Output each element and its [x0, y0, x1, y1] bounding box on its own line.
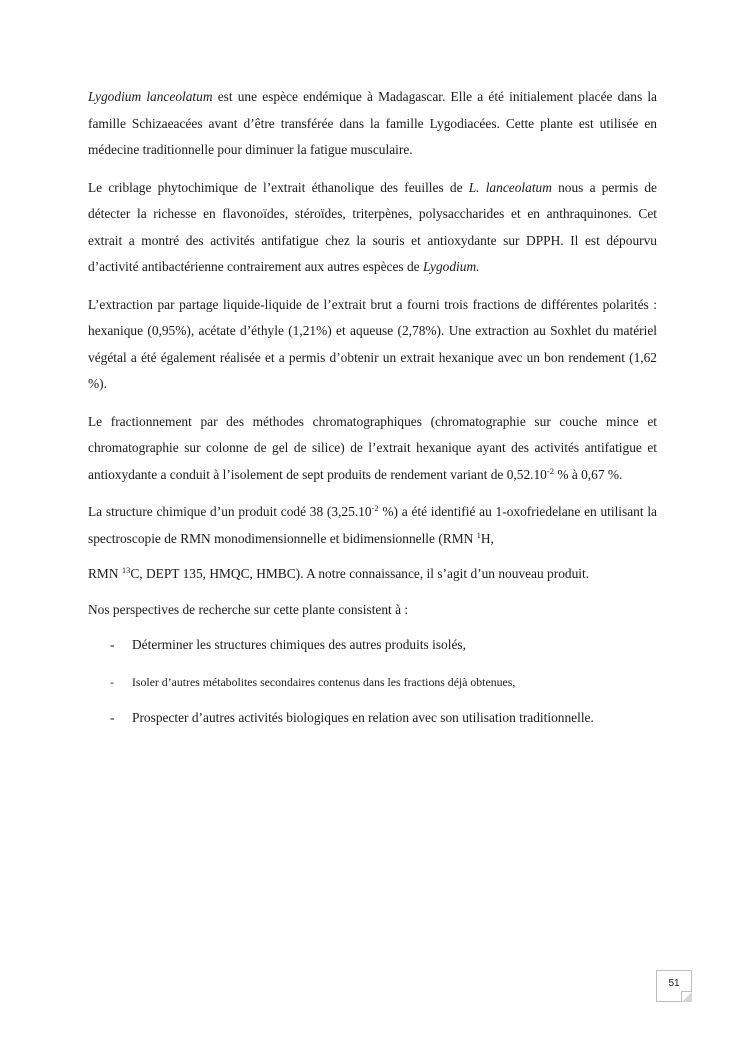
paragraph-text: Le criblage phytochimique de l’extrait éthanolique des feuilles de [88, 179, 469, 195]
species-name: Lygodium lanceolatum [88, 89, 213, 104]
list-item-text: Prospecter d’autres activités biologiques en relation avec son utilisation traditionnelle. [132, 710, 594, 725]
document-body [88, 84, 657, 742]
isotope-superscript: 1 [476, 529, 481, 540]
list-item [88, 669, 657, 696]
paragraph-text: %) a été identifié au 1-oxofriedelane en utilisant la spectroscopie de RMN monodimensionnelle et bidimensionnelle (RMN [88, 504, 658, 546]
bullet-dash: - [110, 637, 115, 652]
paragraph-text: C, DEPT 135, HMQC, HMBC). A notre connaissance, il s’agit d’un nouveau produit. [130, 566, 590, 581]
page-fold-corner-icon [681, 991, 692, 1002]
paragraph-introduction [88, 84, 657, 164]
list-item [88, 705, 657, 732]
paragraph-text: Le fractionnement par des méthodes chromatographiques (chromatographie sur couche mince et chromatographie sur colonne de gel de silice) de l’extrait hexanique ayant des activités antifatigue et antioxydante a conduit à l’isolement de sept produits de rendement variant de 0,52.10 [88, 413, 657, 482]
paragraph-text: H, [480, 530, 494, 546]
bullet-dash: - [110, 674, 114, 689]
isotope-superscript: 13 [121, 565, 131, 575]
list-item-text: Déterminer les structures chimiques des autres produits isolés, [132, 637, 466, 652]
bullet-dash: - [110, 710, 115, 725]
list-item [88, 632, 657, 659]
paragraph-text: est une espèce endémique à Madagascar. Elle a été initialement placée dans la famille Schizaeacées avant d’être transférée dans la famille Lygodiacées. Cette plante est utilisée en médecine traditionnelle pour diminuer la fatigue musculaire. [88, 89, 657, 157]
paragraph-text: Nos perspectives de recherche sur cette plante consistent à : [88, 601, 409, 617]
paragraph-phytochemical-screening [88, 175, 657, 281]
page-number: 51 [668, 978, 680, 989]
exponent: -2 [546, 465, 554, 476]
genus-name: Lygodium. [422, 259, 480, 274]
paragraph-text: % à 0,67 %. [553, 466, 623, 482]
exponent: -2 [371, 503, 379, 513]
paragraph-text: RMN [88, 566, 122, 581]
paragraph-fractionation [88, 409, 657, 489]
paragraph-perspectives [88, 597, 657, 624]
paragraph-text: L’extraction par partage liquide-liquide de l’extrait brut a fourni trois fractions de différentes polarités : hexanique (0,95%), acétate d’éthyle (1,21%) et aqueuse (2,78%). Une extraction au Soxhlet du matériel végétal a été également réalisée et a permis d’obtenir un extrait hexanique avec un bon rendement (1,62 %). [88, 296, 657, 391]
page-number-box [656, 970, 692, 1002]
list-item-text: Isoler d’autres métabolites secondaires contenus dans les fractions déjà obtenues, [132, 674, 516, 689]
paragraph-structure [88, 499, 657, 552]
paragraph-extraction [88, 292, 657, 398]
paragraph-text: nous a permis de détecter la richesse en flavonoïdes, stéroïdes, triterpènes, polysaccharides et en anthraquinones. Cet extrait a montré des activités antifatigue chez la souris et antioxydante sur DPPH. Il est dépourvu d’activité antibactérienne contrairement aux autres espèces de [88, 179, 658, 274]
paragraph-rmn [88, 561, 657, 588]
paragraph-text: La structure chimique d’un produit codé 38 (3,25.10 [88, 504, 372, 519]
species-name: L. lanceolatum [468, 179, 552, 195]
perspectives-list [88, 632, 657, 732]
